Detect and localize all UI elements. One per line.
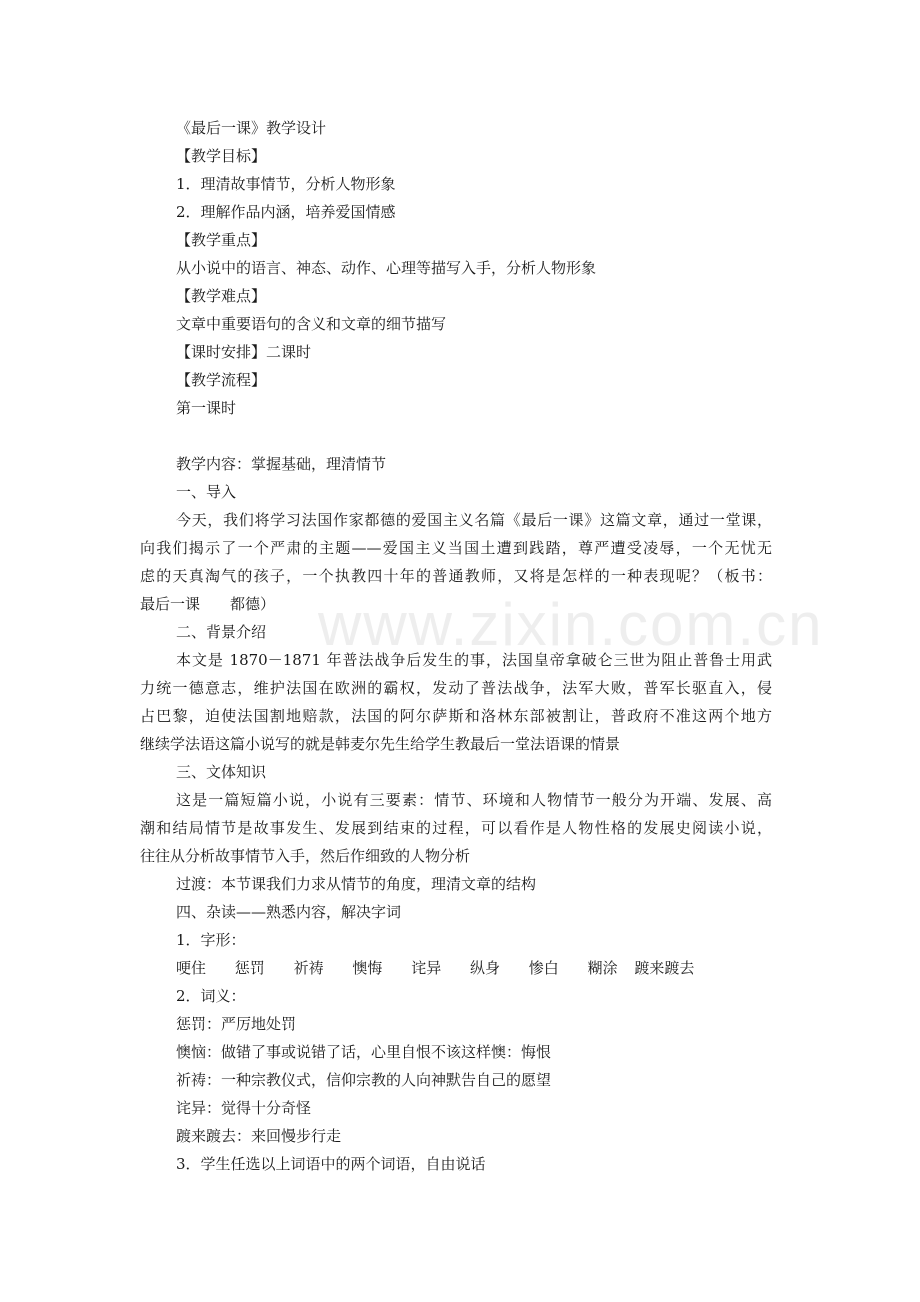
section-2-title: 二、背景介绍 <box>176 623 267 641</box>
glyph-word: 踱来踱去 <box>634 959 695 977</box>
section-1-title: 一、导入 <box>176 483 237 501</box>
section-1-para-line-2: 向我们揭示了一个严肃的主题——爱国主义当国土遭到践踏，尊严遭受凌辱，一个无忧无 <box>140 539 772 557</box>
section-3-para-line-1: 这是一篇短篇小说，小说有三要素：情节、环境和人物情节一般分为开端、发展、高 <box>176 791 772 809</box>
glyph-word: 纵身 <box>469 959 500 977</box>
content-line: 教学内容：掌握基础，理清情节 <box>176 455 387 473</box>
section-3-title: 三、文体知识 <box>176 763 267 781</box>
section-2-para-line-4: 继续学法语这篇小说写的就是韩麦尔先生给学生教最后一堂法语课的情景 <box>140 735 621 753</box>
section-3-para-line-3: 往往从分析故事情节入手，然后作细致的人物分析 <box>140 847 471 865</box>
definition-5: 踱来踱去：来回慢步行走 <box>176 1127 342 1145</box>
heading-difficulties: 【教学难点】 <box>176 287 267 305</box>
glyph-heading: 1．字形： <box>176 931 246 949</box>
heading-flow: 【教学流程】 <box>176 371 267 389</box>
section-1-para-line-3: 虑的天真淘气的孩子，一个执教四十年的普通教师，又将是怎样的一种表现呢？（板书： <box>140 567 772 585</box>
section-2-para-line-1: 本文是 1870－1871 年普法战争后发生的事，法国皇帝拿破仑三世为阻止普鲁士用武 <box>176 651 772 669</box>
glyph-word: 惩罚 <box>234 959 265 977</box>
definition-2: 懊恼：做错了事或说错了话，心里自恨不该这样懊：悔恨 <box>176 1043 552 1061</box>
key-points-text: 从小说中的语言、神态、动作、心理等描写入手，分析人物形象 <box>176 259 597 277</box>
goal-item-2: 2．理解作品内涵，培养爱国情感 <box>176 203 396 221</box>
definition-4: 诧异：觉得十分奇怪 <box>176 1099 312 1117</box>
glyph-word: 懊悔 <box>352 959 383 977</box>
section-1-para-line-4: 最后一课 都德） <box>140 595 276 613</box>
glyph-word: 惨白 <box>528 959 559 977</box>
section-2-para-line-3: 占巴黎，迫使法国割地赔款，法国的阿尔萨斯和洛林东部被割让，普政府不准这两个地方 <box>140 707 772 725</box>
meaning-heading: 2．词义： <box>176 987 246 1005</box>
definition-3: 祈祷：一种宗教仪式，信仰宗教的人向神默告自己的愿望 <box>176 1071 552 1089</box>
difficulties-text: 文章中重要语句的含义和文章的细节描写 <box>176 315 447 333</box>
section-2-para-line-2: 力统一德意志，维护法国在欧洲的霸权，发动了普法战争，法军大败，普军长驱直入，侵 <box>140 679 772 697</box>
document-title: 《最后一课》教学设计 <box>176 119 327 137</box>
section-3-para-line-2: 潮和结局情节是故事发生、发展到结束的过程，可以看作是人物性格的发展史阅读小说， <box>140 819 772 837</box>
glyph-word: 糊涂 <box>587 959 618 977</box>
watermark: www.zixin.com.cn <box>318 591 824 658</box>
heading-teaching-goals: 【教学目标】 <box>176 147 267 165</box>
glyph-word: 哽住 <box>176 959 207 977</box>
heading-key-points: 【教学重点】 <box>176 231 267 249</box>
goal-item-1: 1．理清故事情节，分析人物形象 <box>176 175 396 193</box>
transition-line: 过渡：本节课我们力求从情节的角度，理清文章的结构 <box>176 875 537 893</box>
lesson-one-label: 第一课时 <box>176 399 237 417</box>
glyph-word: 祈祷 <box>293 959 324 977</box>
glyph-word: 诧异 <box>411 959 442 977</box>
schedule-line: 【课时安排】二课时 <box>176 343 312 361</box>
speaking-task: 3．学生任选以上词语中的两个词语，自由说话 <box>176 1155 486 1173</box>
section-1-para-line-1: 今天，我们将学习法国作家都德的爱国主义名篇《最后一课》这篇文章，通过一堂课， <box>176 511 772 529</box>
glyph-word-row <box>176 958 718 978</box>
section-4-title: 四、杂读——熟悉内容，解决字词 <box>176 903 402 921</box>
definition-1: 惩罚：严厉地处罚 <box>176 1015 297 1033</box>
